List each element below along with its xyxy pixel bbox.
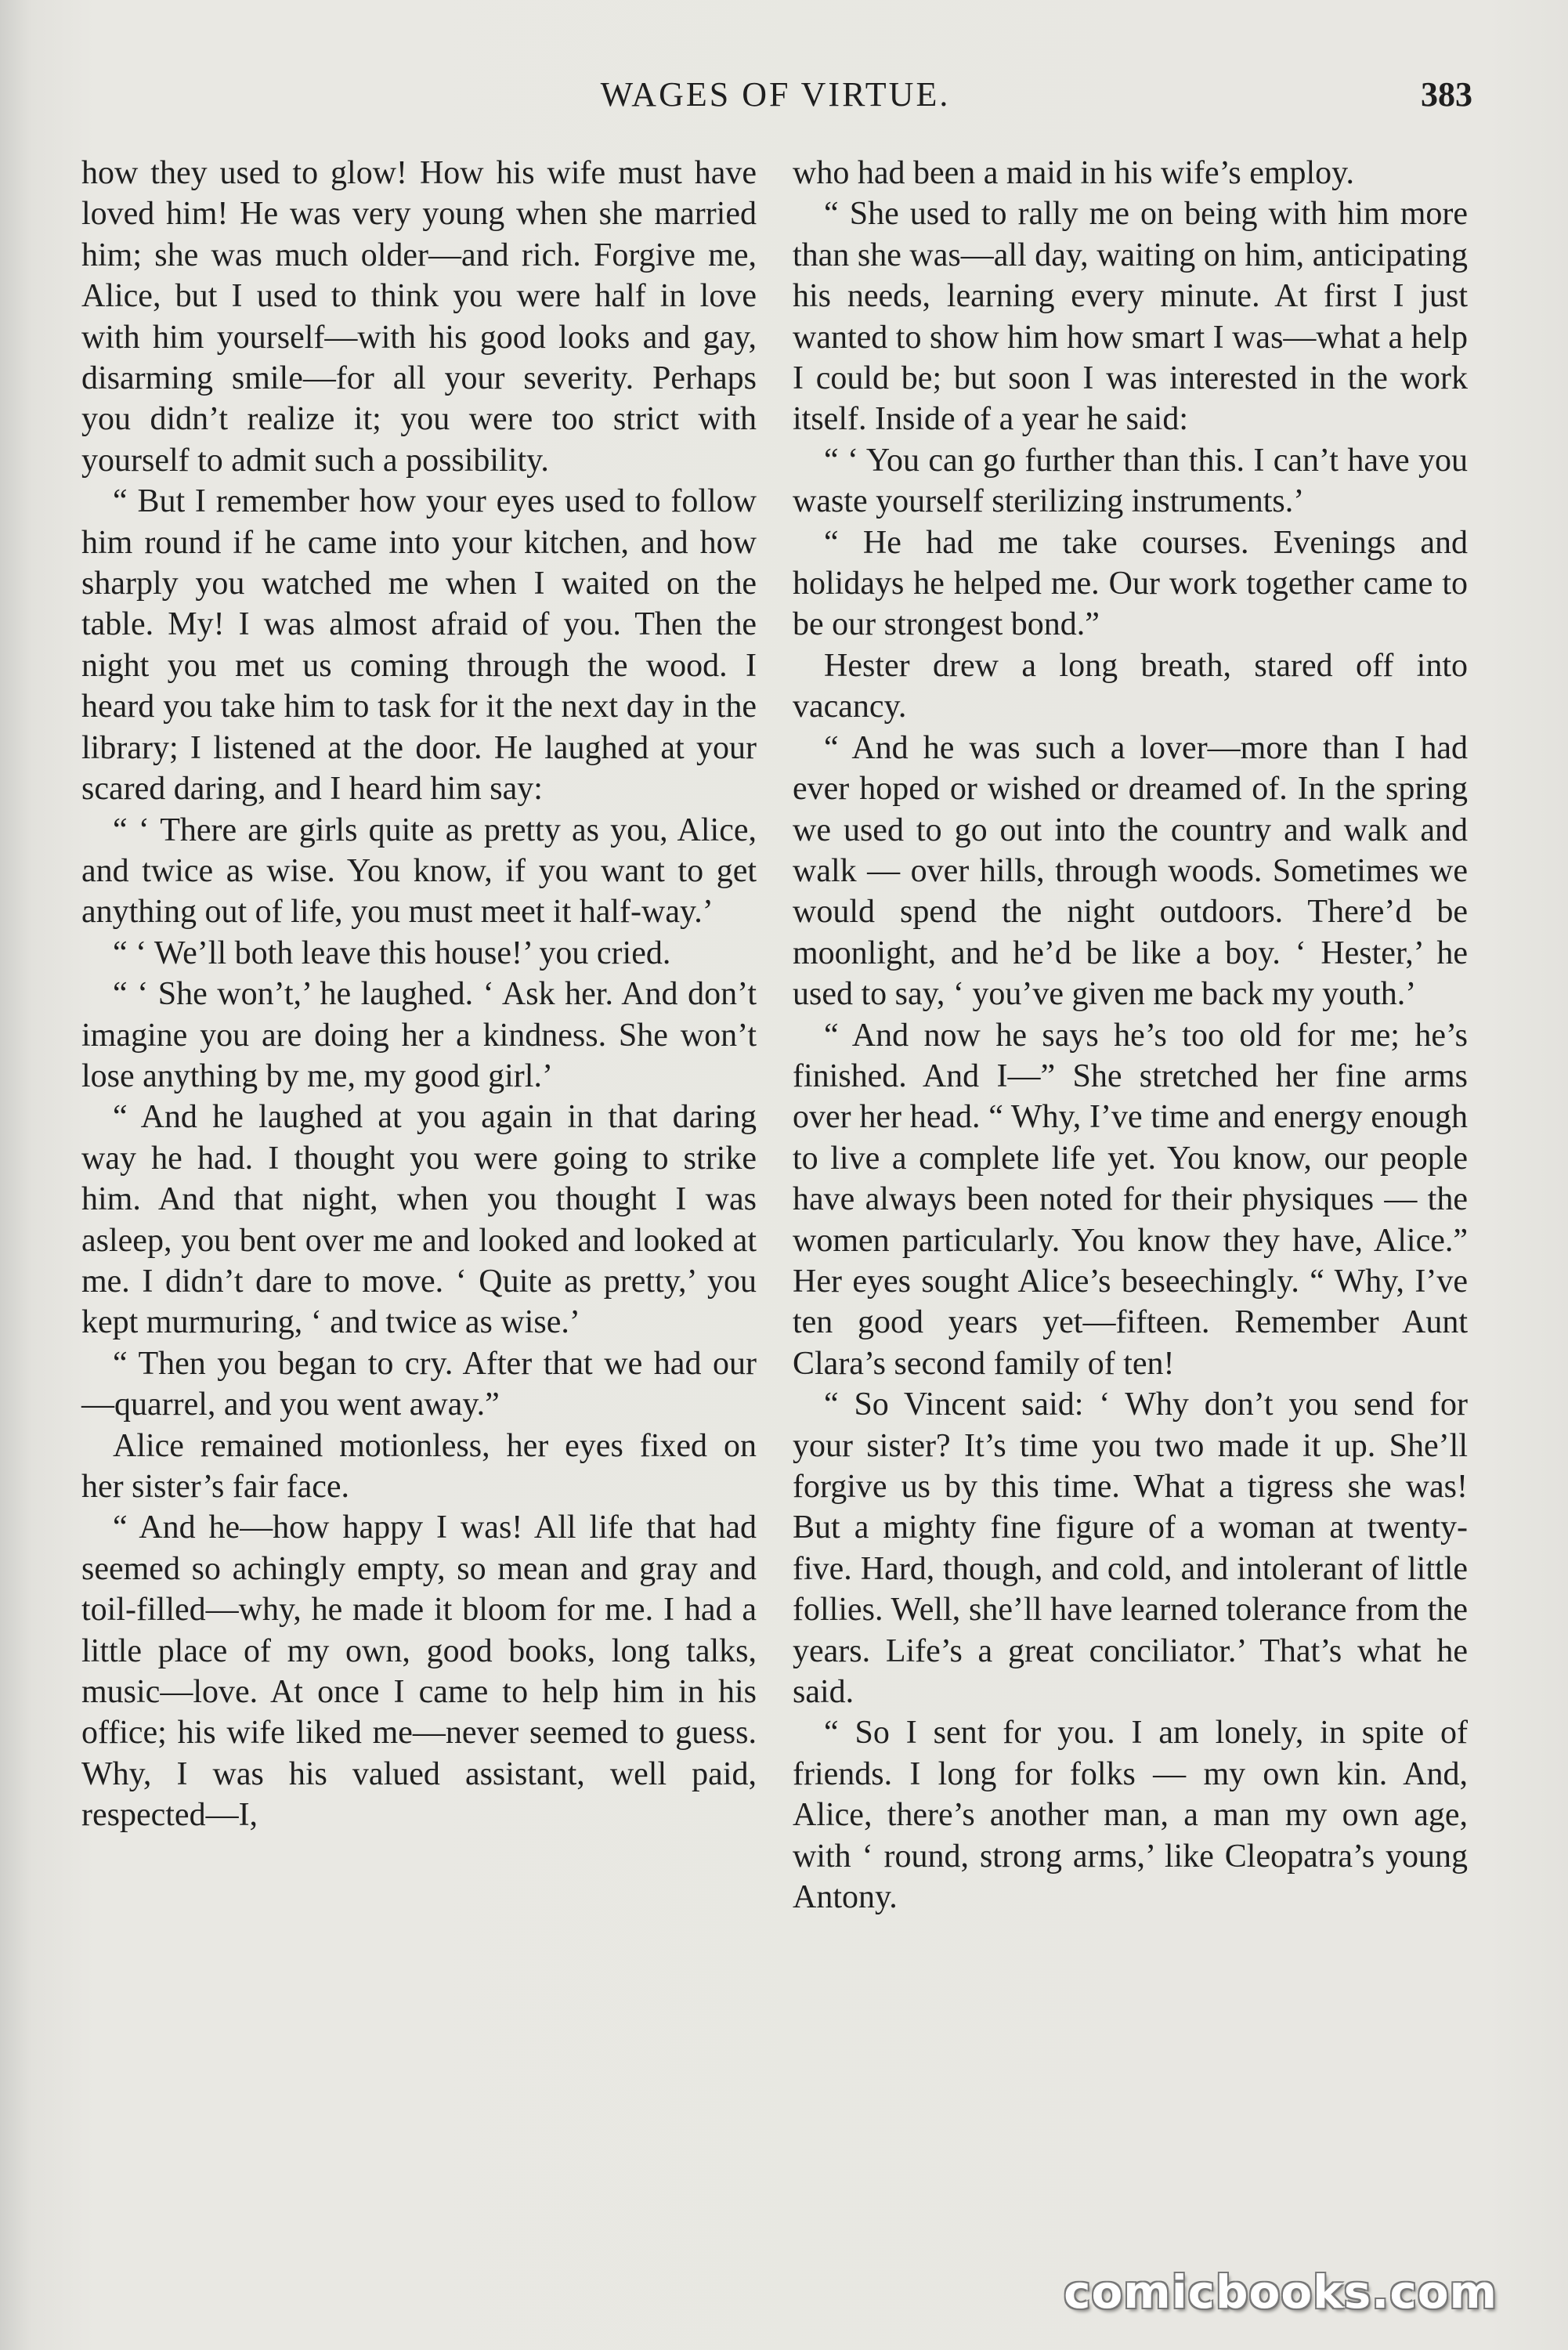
paragraph: “ ‘ You can go further than this. I can’t have you waste yourself sterilizing instruments.’ [793,442,1468,520]
watermark-logo: comicbooks.com [1064,2265,1498,2319]
paragraph: “ And he was such a lover—more than I had ever hoped or wished or dreamed of. In the spring we used to go out into the country and walk and walk — over hills, through woods. Sometimes we would spend the night outdoors. There’d be moonlight, and he’d be like a boy. ‘ Hester,’ he used to say, ‘ you’ve given me back my youth.’ [793,729,1468,1013]
paragraph: “ ‘ There are girls quite as pretty as you, Alice, and twice as wise. You know, if you want to get anything out of life, you must meet it half-way.’ [81,812,757,931]
paragraph: “ Then you began to cry. After that we had our—quarrel, and you went away.” [81,1345,757,1423]
paragraph: “ But I remember how your eyes used to follow him round if he came into your kitchen, and how sharply you watched me when I waited on the table. My! I was almost afraid of you. Then the night you met us coming through the wood. I heard you take him to task for it the next day in the library; I listened at the door. He laughed at your scared daring, and I heard him say: [81,483,757,808]
page-header [78,74,1472,121]
paragraph: “ He had me take courses. Evenings and holidays he helped me. Our work together came to be our strongest bond.” [793,524,1468,643]
right-text-column [793,153,1468,1918]
paragraph: “ And he—how happy I was! All life that had seemed so achingly empty, so mean and gray and toil-filled—why, he made it bloom for me. I had a little place of my own, good books, long talks, music—love. At once I came to help him in his office; his wife liked me—never seemed to guess. Why, I was his valued assistant, well paid, respected—I, [81,1509,757,1834]
paragraph: “ So Vincent said: ‘ Why don’t you send for your sister? It’s time you two made it up. She’ll forgive us by this time. What a tigress she was! But a mighty fine figure of a woman at twenty-five. Hard, though, and cold, and intolerant of little follies. Well, she’ll have learned tolerance from the years. Life’s a great conciliator.’ That’s what he said. [793,1386,1468,1711]
paragraph: Alice remained motionless, her eyes fixed on her sister’s fair face. [81,1427,757,1505]
paragraph: “ And he laughed at you again in that daring way he had. I thought you were going to strike him. And that night, when you thought I was asleep, you bent over me and looked and looked at me. I didn’t dare to move. ‘ Quite as pretty,’ you kept murmuring, ‘ and twice as wise.’ [81,1099,757,1341]
paragraph: “ So I sent for you. I am lonely, in spite of friends. I long for folks — my own kin. And, Alice, there’s another man, a man my own age, with ‘ round, strong arms,’ like Cleopatra’s young Antony. [793,1715,1468,1916]
paragraph: Hester drew a long breath, stared off into vacancy. [793,647,1468,725]
paragraph: “ She used to rally me on being with him more than she was—all day, waiting on him, anticipating his needs, learning every minute. At first I just wanted to show him how smart I was—what a help I could be; but soon I was interested in the work itself. Inside of a year he said: [793,196,1469,438]
paragraph: “ And now he says he’s too old for me; he’s finished. And I—” She stretched her fine arms over her head. “ Why, I’ve time and energy enough to live a complete life yet. You know, our people have always been noted for their physiques — the women particularly. You know they have, Alice.” Her eyes sought Alice’s beseechingly. “ Why, I’ve ten good years yet—fifteen. Remember Aunt Clara’s second family of ten! [793,1017,1468,1382]
paragraph: “ ‘ We’ll both leave this house!’ you cried. [113,935,671,971]
page-number: 383 [1421,75,1472,114]
paragraph: “ ‘ She won’t,’ he laughed. ‘ Ask her. And don’t imagine you are doing her a kindness. She won’t lose anything by me, my good girl.’ [81,976,757,1094]
left-text-column [81,153,757,1836]
paragraph: how they used to glow! How his wife must have loved him! He was very young when she married him; she was much older—and rich. Forgive me, Alice, but I used to think you were half in love with him yourself—with his good looks and gay, disarming smile—for all your severity. Perhaps you didn’t realize it; you were too strict with yourself to admit such a possibility. [81,155,757,479]
running-title: WAGES OF VIRTUE. [600,75,951,114]
paragraph: who had been a maid in his wife’s employ. [793,155,1354,191]
